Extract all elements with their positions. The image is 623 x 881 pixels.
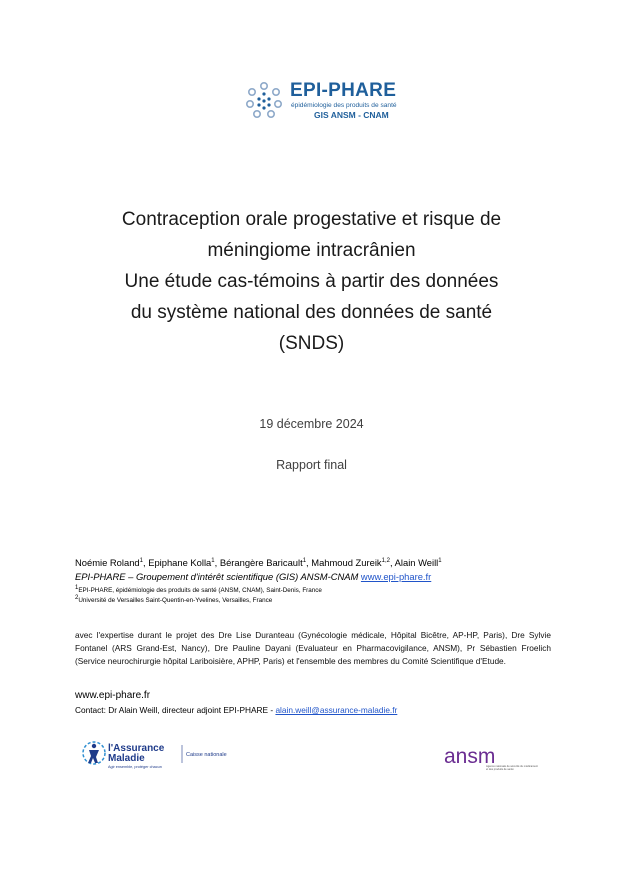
contact-line [75, 705, 397, 715]
document-title [40, 204, 583, 359]
molecule-icon [246, 82, 282, 118]
ansm-wordmark: ansm [444, 745, 496, 768]
ansm-tagline-2: et des produits de santé [486, 768, 514, 771]
affiliation-2 [75, 596, 272, 606]
am-tagline: Agir ensemble, protéger chacun [108, 765, 162, 769]
author-name: Epiphane Kolla [148, 557, 212, 568]
title-line: Contraception orale progestative et risque de [121, 209, 502, 230]
title-line: du système national des données de santé [130, 302, 493, 323]
contact-text: Contact: Dr Alain Weill, directeur adjoint EPI-PHARE - [75, 705, 276, 715]
am-line1: l'Assurance [108, 743, 165, 754]
affiliation-number: 1 [75, 584, 79, 591]
author-affiliation: 1 [302, 557, 307, 564]
author-name: Mahmoud Zureik [311, 557, 382, 568]
assurance-maladie-logo [80, 735, 240, 775]
author-affiliation: 1 [438, 557, 442, 564]
logo-gis: GIS ANSM - CNAM [314, 110, 389, 120]
website-text: www.epi-phare.fr [75, 690, 151, 701]
affiliation-1 [75, 586, 322, 596]
affiliation-number: 2 [75, 594, 79, 601]
author-name: Noémie Roland [75, 557, 140, 568]
contact-email-link[interactable]: alain.weill@assurance-maladie.fr [275, 705, 398, 715]
am-caisse: Caisse nationale [186, 752, 227, 758]
title-line: (SNDS) [278, 333, 345, 354]
author-name: Alain Weill [394, 557, 439, 568]
logo-subtitle: épidémiologie des produits de santé [291, 102, 397, 109]
am-line2: Maladie [108, 753, 145, 764]
author-affiliation: 1,2 [381, 557, 390, 564]
author-affiliation: 1 [211, 557, 215, 564]
report-date: 19 décembre 2024 [259, 417, 364, 431]
title-line: méningiome intracrânien [207, 240, 416, 261]
affiliation-text: EPI-PHARE, épidémiologie des produits de santé (ANSM, CNAM), Saint-Denis, France [78, 587, 322, 594]
author-name: Bérangère Baricault [219, 557, 303, 568]
epi-phare-logo [246, 80, 436, 122]
group-website-link[interactable]: www.epi-phare.fr [360, 571, 432, 582]
report-type: Rapport final [276, 458, 347, 472]
expertise-paragraph: avec l'expertise durant le projet des Dre Lise Duranteau (Gynécologie médicale, Hôpital Bicêtre, AP-HP, Paris), Dre Sylvie Fontanel (ARS Grand-Est, Nancy), Dre Pauline Dayani (Evaluateur en Pharmacovigilance, ANSM), Pr Sébastien Froelich (Service neurochirurgie hôpital Lariboisière, APHP, Paris) et l'ensemble des membres du Comité Scientifique d'Etude. [75, 630, 551, 666]
group-name: EPI-PHARE – Groupement d'intérêt scientifique (GIS) ANSM-CNAM [75, 571, 359, 582]
group-line [75, 570, 431, 584]
assurance-maladie-emblem-icon [83, 742, 105, 764]
ansm-tagline-1: Agence nationale de sécurité du médicament [486, 765, 538, 768]
title-line: Une étude cas-témoins à partir des données [124, 271, 499, 292]
affiliation-text: Université de Versailles Saint-Quentin-en-Yvelines, Versailles, France [78, 597, 273, 604]
ansm-logo [440, 740, 550, 776]
author-affiliation: 1 [139, 557, 143, 564]
authors-line: Noémie Roland$^1$, Epiphane Kolla$^1$, Bérangère Baricault$^1$, Mahmoud Zureik$^{1,2}$, Alain Weill$^1$ [75, 557, 442, 568]
logo-name: EPI-PHARE [290, 80, 397, 101]
